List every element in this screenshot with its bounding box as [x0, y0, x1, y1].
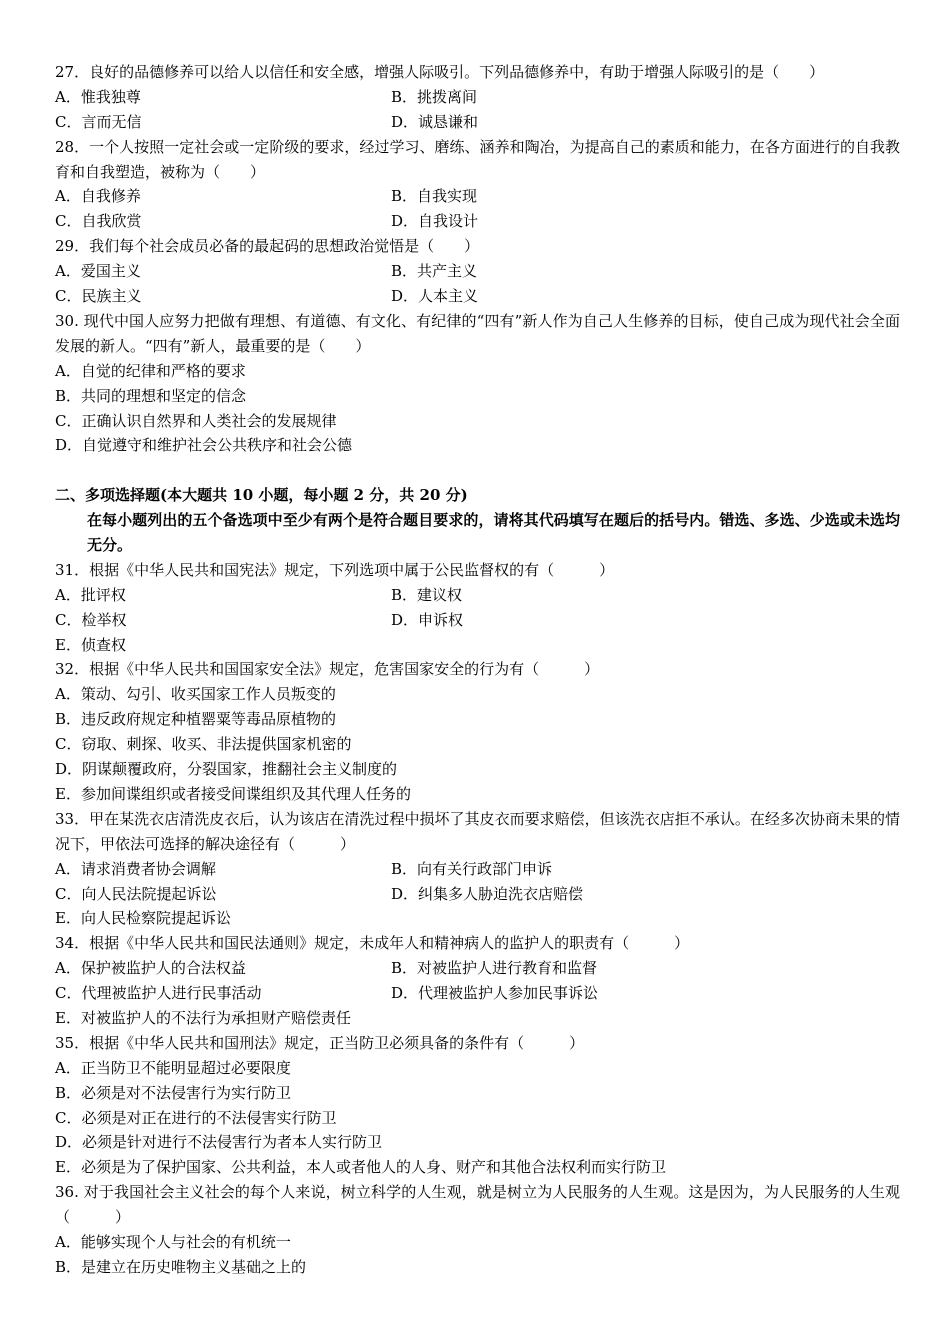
option-a: A．批评权	[55, 585, 126, 604]
exam-page	[55, 60, 900, 1280]
option-b: B．自我实现	[391, 187, 478, 206]
option-b: B．共产主义	[391, 262, 478, 281]
option-a: A．自觉的纪律和严格的要求	[55, 361, 246, 380]
question-31	[55, 558, 900, 658]
option-c: C．代理被监护人进行民事活动	[55, 984, 262, 1003]
option-e: E．向人民检察院提起诉讼	[55, 909, 231, 928]
option-row	[55, 608, 900, 633]
section-instruction: 在每小题列出的五个备选项中至少有两个是符合题目要求的，请将其代码填写在题后的括号内。错选、多选、少选或未选均无分。	[87, 511, 900, 554]
question-stem: 28．一个人按照一定社会或一定阶级的要求，经过学习、磨练、涵养和陶冶，为提高自己的素质和能力，在各方面进行的自我教育和自我塑造，被称为（ ）	[55, 137, 900, 181]
section-spacer	[55, 458, 900, 483]
option-row	[55, 110, 900, 135]
question-36	[55, 1180, 900, 1280]
section-heading: 二、多项选择题(本大题共 10 小题，每小题 2 分，共 20 分)	[55, 486, 468, 505]
question-stem: 34．根据《中华人民共和国民法通则》规定，未成年人和精神病人的监护人的职责有（ ）	[55, 934, 690, 953]
section-2	[55, 483, 900, 558]
question-stem: 31．根据《中华人民共和国宪法》规定，下列选项中属于公民监督权的有（ ）	[55, 560, 615, 579]
question-stem: 36. 对于我国社会主义社会的每个人来说，树立科学的人生观，就是树立为人民服务的人生观。这是因为，为人民服务的人生观（ ）	[55, 1183, 900, 1227]
question-33	[55, 807, 900, 931]
question-29	[55, 234, 900, 309]
option-b: B．共同的理想和坚定的信念	[55, 386, 247, 405]
option-b: B．向有关行政部门申诉	[391, 859, 553, 878]
option-b: B．是建立在历史唯物主义基础之上的	[55, 1257, 307, 1276]
question-stem: 33．甲在某洗衣店清洗皮衣后，认为该店在清洗过程中损坏了其皮衣而要求赔偿，但该洗衣店拒不承认。在经多次协商未果的情况下，甲依法可选择的解决途径有（ ）	[55, 809, 900, 853]
option-c: C．必须是对正在进行的不法侵害实行防卫	[55, 1108, 337, 1127]
option-row	[55, 882, 900, 907]
option-a: A．自我修养	[55, 187, 141, 206]
option-a: A．请求消费者协会调解	[55, 859, 216, 878]
option-d: D．人本主义	[391, 287, 479, 306]
option-row	[55, 209, 900, 234]
option-c: C．正确认识自然界和人类社会的发展规律	[55, 411, 337, 430]
option-c: C．言而无信	[55, 112, 142, 131]
option-row	[55, 259, 900, 284]
option-b: B．挑拨离间	[391, 87, 478, 106]
option-row	[55, 956, 900, 981]
option-d: D．申诉权	[391, 610, 464, 629]
option-d: D．代理被监护人参加民事诉讼	[391, 984, 599, 1003]
question-28	[55, 135, 900, 235]
option-a: A．策动、勾引、收买国家工作人员叛变的	[55, 685, 336, 704]
option-row	[55, 284, 900, 309]
option-b: B．违反政府规定种植罂粟等毒品原植物的	[55, 710, 337, 729]
option-row	[55, 857, 900, 882]
option-b: B．建议权	[391, 585, 463, 604]
option-e: E．参加间谍组织或者接受间谍组织及其代理人任务的	[55, 784, 411, 803]
question-34	[55, 931, 900, 1031]
option-b: B．必须是对不法侵害行为实行防卫	[55, 1083, 292, 1102]
option-c: C．窃取、刺探、收买、非法提供国家机密的	[55, 735, 352, 754]
option-a: A．正当防卫不能明显超过必要限度	[55, 1058, 291, 1077]
option-d: D．自觉遵守和维护社会公共秩序和社会公德	[55, 436, 353, 455]
option-d: D．必须是针对进行不法侵害行为者本人实行防卫	[55, 1133, 383, 1152]
question-32	[55, 657, 900, 806]
option-a: A．惟我独尊	[55, 87, 141, 106]
option-a: A．爱国主义	[55, 262, 141, 281]
question-35	[55, 1031, 900, 1180]
option-a: A．能够实现个人与社会的有机统一	[55, 1233, 291, 1252]
option-c: C．民族主义	[55, 287, 142, 306]
option-a: A．保护被监护人的合法权益	[55, 959, 246, 978]
option-d: D．诚恳谦和	[391, 112, 479, 131]
option-e: E．对被监护人的不法行为承担财产赔偿责任	[55, 1008, 351, 1027]
option-d: D．纠集多人胁迫洗衣店赔偿	[391, 884, 584, 903]
question-stem: 32．根据《中华人民共和国国家安全法》规定，危害国家安全的行为有（ ）	[55, 660, 600, 679]
option-c: C．检举权	[55, 610, 127, 629]
question-stem: 35．根据《中华人民共和国刑法》规定，正当防卫必须具备的条件有（ ）	[55, 1033, 585, 1052]
option-e: E．必须是为了保护国家、公共利益，本人或者他人的人身、财产和其他合法权利而实行防卫	[55, 1158, 666, 1177]
option-e: E．侦查权	[55, 635, 126, 654]
option-row	[55, 184, 900, 209]
option-row	[55, 85, 900, 110]
option-b: B．对被监护人进行教育和监督	[391, 959, 598, 978]
option-d: D．阴谋颠覆政府，分裂国家，推翻社会主义制度的	[55, 760, 398, 779]
question-30	[55, 309, 900, 458]
option-c: C．自我欣赏	[55, 212, 142, 231]
option-row	[55, 981, 900, 1006]
question-stem: 29．我们每个社会成员必备的最起码的思想政治觉悟是（ ）	[55, 237, 480, 256]
option-c: C．向人民法院提起诉讼	[55, 884, 217, 903]
question-stem: 30. 现代中国人应努力把做有理想、有道德、有文化、有纪律的“四有”新人作为自己人生修养的目标，使自己成为现代社会全面发展的新人。“四有”新人，最重要的是（ ）	[55, 311, 900, 355]
question-27	[55, 60, 900, 135]
option-d: D．自我设计	[391, 212, 479, 231]
question-stem: 27．良好的品德修养可以给人以信任和安全感，增强人际吸引。下列品德修养中，有助于增强人际吸引的是（ ）	[55, 63, 825, 81]
option-row	[55, 583, 900, 608]
